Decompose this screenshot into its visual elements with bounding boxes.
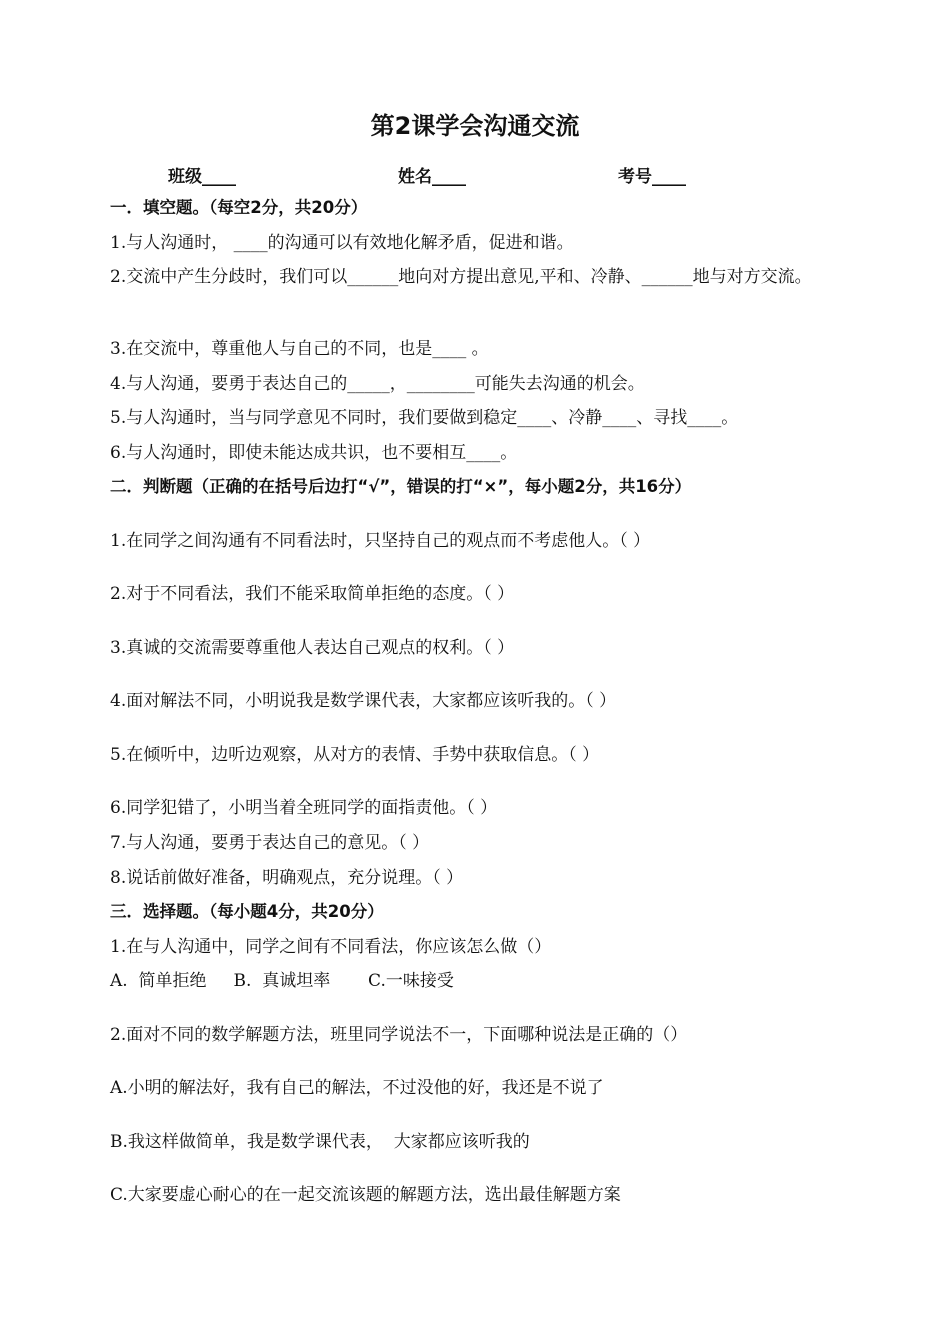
true-false-question-3: 3.真诚的交流需要尊重他人表达自己观点的权利。（ ） bbox=[110, 638, 515, 658]
true-false-question-8: 8.说话前做好准备，明确观点，充分说理。（ ） bbox=[110, 868, 464, 888]
choice-question-1: 1.在与人沟通中，同学之间有不同看法，你应该怎么做（） bbox=[110, 937, 552, 957]
fill-blank-question-4: 4.与人沟通，要勇于表达自己的_____，________可能失去沟通的机会。 bbox=[110, 374, 645, 394]
choice-question-2-option-a: A.小明的解法好，我有自己的解法，不过没他的好，我还是不说了 bbox=[110, 1078, 604, 1098]
fill-blank-question-1: 1.与人沟通时， ____的沟通可以有效地化解矛盾，促进和谐。 bbox=[110, 233, 574, 253]
fill-blank-question-6: 6.与人沟通时，即使未能达成共识，也不要相互____。 bbox=[110, 443, 518, 463]
section-multiple-choice-heading: 三．选择题。（每小题4分，共20分） bbox=[110, 902, 384, 921]
exam-number-field-label: 考号____ bbox=[618, 167, 686, 187]
fill-blank-question-5: 5.与人沟通时，当与同学意见不同时，我们要做到稳定____、冷静____、寻找____。 bbox=[110, 408, 739, 428]
true-false-question-2: 2.对于不同看法，我们不能采取简单拒绝的态度。（ ） bbox=[110, 584, 515, 604]
fill-blank-question-3: 3.在交流中，尊重他人与自己的不同，也是____ 。 bbox=[110, 339, 489, 359]
fill-blank-question-2: 2.交流中产生分歧时，我们可以______地向对方提出意见,平和、冷静、______地与对方交流。 bbox=[110, 267, 812, 287]
page-title: 第2课学会沟通交流 bbox=[370, 112, 580, 140]
true-false-question-7: 7.与人沟通，要勇于表达自己的意见。（ ） bbox=[110, 833, 430, 853]
name-field-label: 姓名____ bbox=[398, 167, 466, 187]
true-false-question-4: 4.面对解法不同，小明说我是数学课代表，大家都应该听我的。（ ） bbox=[110, 691, 617, 711]
choice-question-1-options: A. 简单拒绝 B. 真诚坦率 C.一味接受 bbox=[110, 971, 454, 991]
choice-question-2: 2.面对不同的数学解题方法，班里同学说法不一，下面哪种说法是正确的（） bbox=[110, 1025, 688, 1045]
true-false-question-5: 5.在倾听中，边听边观察，从对方的表情、手势中获取信息。（ ） bbox=[110, 745, 600, 765]
true-false-question-1: 1.在同学之间沟通有不同看法时，只坚持自己的观点而不考虑他人。（ ） bbox=[110, 531, 651, 551]
class-field-label: 班级____ bbox=[168, 167, 236, 187]
choice-question-2-option-b: B.我这样做简单，我是数学课代表， 大家都应该听我的 bbox=[110, 1132, 530, 1152]
section-true-false-heading: 二．判断题（正确的在括号后边打“√”，错误的打“×”，每小题2分，共16分） bbox=[110, 477, 692, 496]
section-fill-blank-heading: 一．填空题。（每空2分，共20分） bbox=[110, 198, 368, 217]
true-false-question-6: 6.同学犯错了，小明当着全班同学的面指责他。（ ） bbox=[110, 798, 498, 818]
student-info-row bbox=[0, 162, 950, 188]
choice-question-2-option-c: C.大家要虚心耐心的在一起交流该题的解题方法，选出最佳解题方案 bbox=[110, 1185, 621, 1205]
